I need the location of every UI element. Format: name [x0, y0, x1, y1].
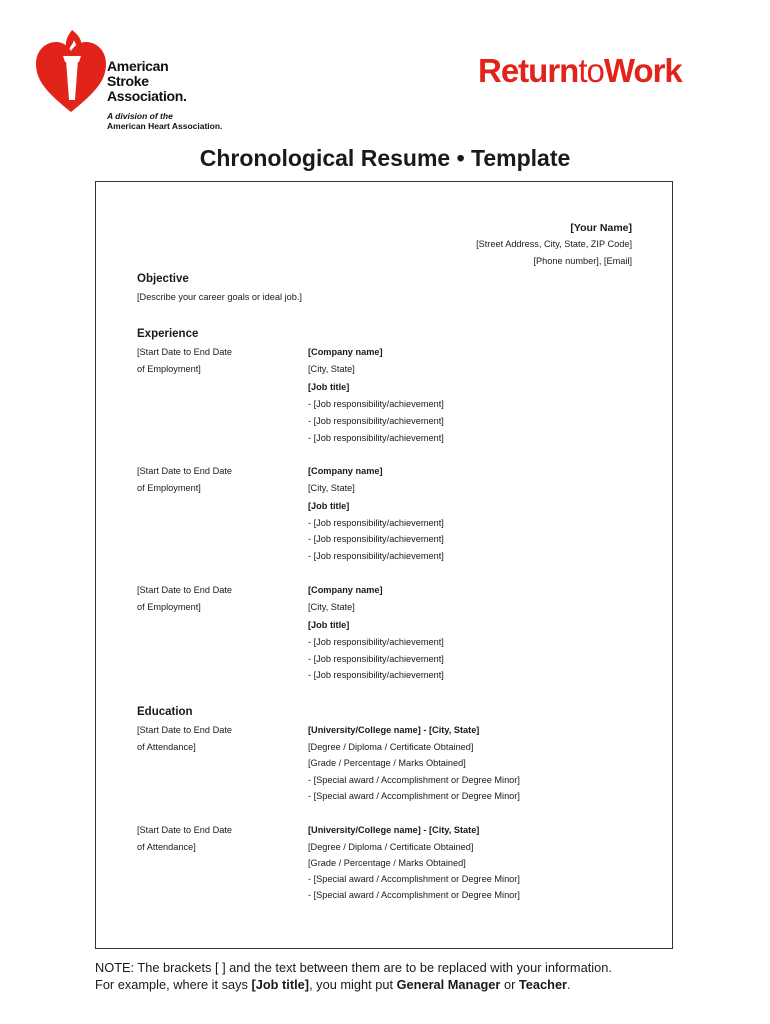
edu-line: - [Special award / Accomplishment or Degree Minor] [308, 874, 520, 884]
edu-date-line: [Start Date to End Date [137, 825, 232, 835]
exp-company: [Company name] [308, 347, 383, 357]
logo-division-line: American Heart Association. [107, 121, 223, 131]
exp-item: - [Job responsibility/achievement] [308, 670, 444, 680]
note-block [95, 959, 612, 993]
experience-heading: Experience [137, 328, 199, 340]
edu-line: - [Special award / Accomplishment or Degree Minor] [308, 791, 520, 801]
heart-torch-icon [36, 30, 106, 115]
exp-date-line: of Employment] [137, 364, 201, 374]
resume-contact: [Phone number], [Email] [533, 256, 632, 266]
exp-item: - [Job responsibility/achievement] [308, 654, 444, 664]
resume-name: [Your Name] [570, 222, 632, 234]
note-text: . [567, 977, 571, 992]
exp-location: [City, State] [308, 364, 355, 374]
note-line-2 [95, 976, 612, 993]
edu-date-line: [Start Date to End Date [137, 725, 232, 735]
edu-date-line: of Attendance] [137, 842, 196, 852]
logo-name-line: Stroke [107, 73, 149, 89]
edu-line: - [Special award / Accomplishment or Degree Minor] [308, 890, 520, 900]
note-emphasis: General Manager [396, 977, 501, 992]
asa-logo [36, 30, 236, 131]
edu-line: [Grade / Percentage / Marks Obtained] [308, 758, 466, 768]
brand-part: Work [603, 52, 682, 89]
exp-item: - [Job responsibility/achievement] [308, 399, 444, 409]
note-line-1: NOTE: The brackets [ ] and the text between them are to be replaced with your information. [95, 960, 612, 975]
exp-company: [Company name] [308, 585, 383, 595]
exp-date-line: [Start Date to End Date [137, 347, 232, 357]
exp-date-line: of Employment] [137, 483, 201, 493]
education-heading: Education [137, 706, 193, 718]
exp-location: [City, State] [308, 602, 355, 612]
return-to-work-brand [478, 52, 682, 90]
note-emphasis: [Job title] [251, 977, 310, 992]
document-title: Chronological Resume • Template [199, 145, 571, 171]
edu-date-line: of Attendance] [137, 742, 196, 752]
exp-date-line: [Start Date to End Date [137, 585, 232, 595]
exp-company: [Company name] [308, 466, 383, 476]
exp-item: - [Job responsibility/achievement] [308, 416, 444, 426]
edu-line: [Grade / Percentage / Marks Obtained] [308, 858, 466, 868]
exp-item: - [Job responsibility/achievement] [308, 518, 444, 528]
note-text: , you might put [309, 977, 397, 992]
exp-item: - [Job responsibility/achievement] [308, 637, 444, 647]
edu-line: - [Special award / Accomplishment or Degree Minor] [308, 775, 520, 785]
logo-division-line: A division of the [107, 111, 173, 121]
exp-item: - [Job responsibility/achievement] [308, 551, 444, 561]
note-emphasis: Teacher [518, 977, 568, 992]
brand-part: Return [478, 52, 579, 89]
note-text: or [500, 977, 519, 992]
edu-school: [University/College name] - [City, State] [308, 725, 480, 735]
resume-address: [Street Address, City, State, ZIP Code] [476, 239, 632, 249]
logo-name-line: Association. [107, 88, 187, 104]
exp-date-line: of Employment] [137, 602, 201, 612]
exp-item: - [Job responsibility/achievement] [308, 534, 444, 544]
exp-item: - [Job responsibility/achievement] [308, 433, 444, 443]
exp-location: [City, State] [308, 483, 355, 493]
logo-name-line: American [107, 58, 169, 74]
brand-part: to [578, 52, 604, 89]
edu-line: [Degree / Diploma / Certificate Obtained] [308, 842, 474, 852]
edu-school: [University/College name] - [City, State] [308, 825, 480, 835]
exp-job-title: [Job title] [308, 620, 350, 630]
objective-text: [Describe your career goals or ideal job.] [137, 292, 302, 302]
objective-heading: Objective [137, 273, 189, 285]
edu-line: [Degree / Diploma / Certificate Obtained] [308, 742, 474, 752]
exp-date-line: [Start Date to End Date [137, 466, 232, 476]
resume-frame [95, 181, 673, 949]
note-text: For example, where it says [95, 977, 252, 992]
exp-job-title: [Job title] [308, 501, 350, 511]
exp-job-title: [Job title] [308, 382, 350, 392]
